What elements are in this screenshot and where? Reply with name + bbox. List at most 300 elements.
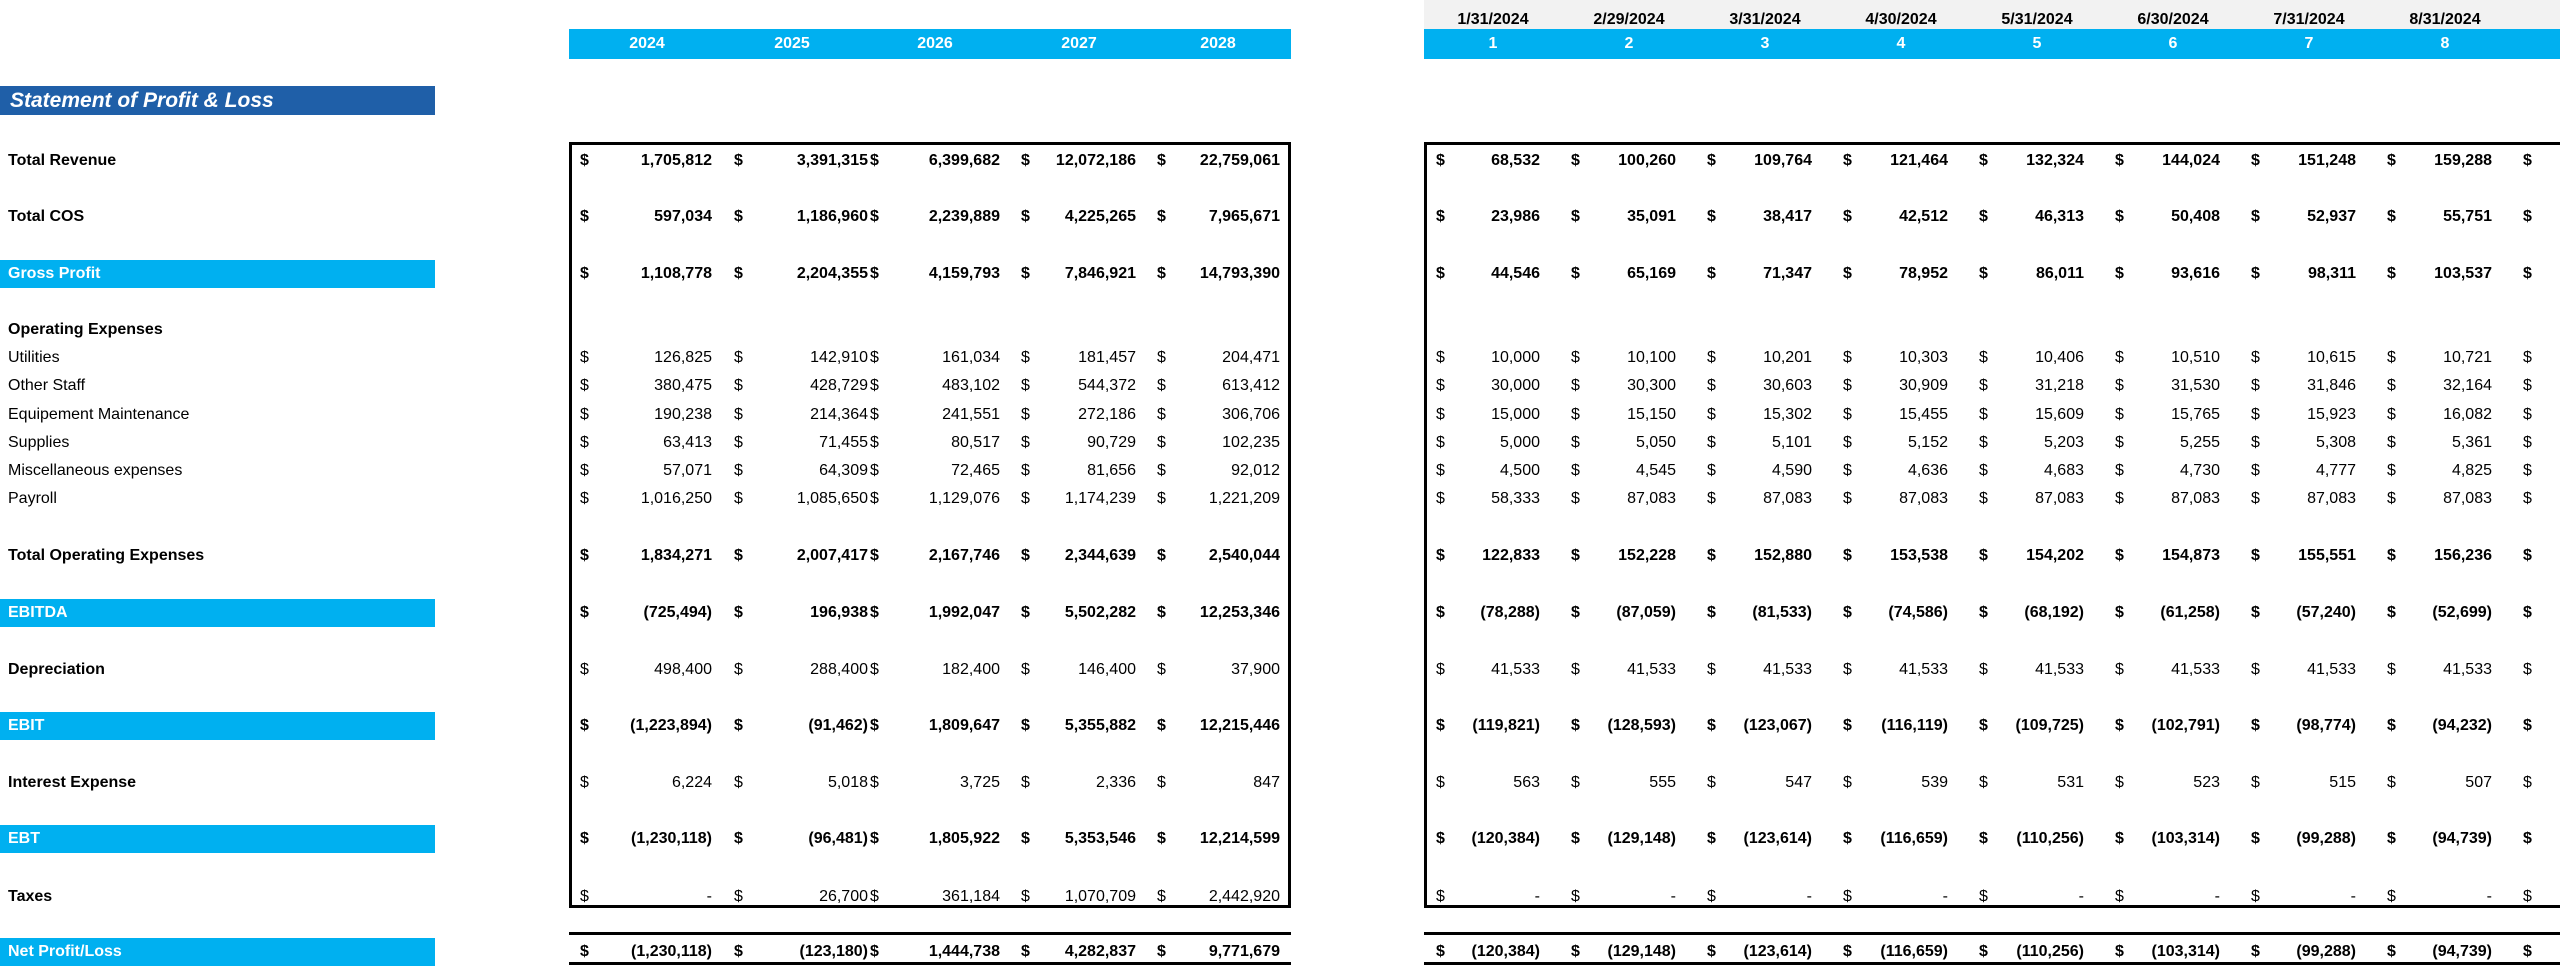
monthly-value-cell: 41,533 [1627,661,1676,678]
currency-symbol: $ [870,152,879,169]
currency-symbol: $ [2251,208,2260,225]
currency-symbol: $ [2115,604,2124,621]
currency-symbol: $ [1436,349,1445,366]
currency-symbol: $ [1843,547,1852,564]
currency-symbol: $ [2251,349,2260,366]
monthly-value-cell: (94,739) [2432,830,2492,847]
annual-value-cell: 12,214,599 [1199,830,1280,847]
monthly-value-cell: 55,751 [2443,208,2492,225]
currency-symbol: $ [1843,377,1852,394]
currency-symbol: $ [1979,943,1988,960]
monthly-value-cell: (123,614) [1743,830,1812,847]
monthly-value-cell: 32,164 [2443,377,2492,394]
row-label: Interest Expense [8,774,137,791]
currency-symbol: $ [1157,888,1166,905]
monthly-value-cell: 153,538 [1890,547,1948,564]
total-rule [569,962,1291,965]
monthly-value-cell: 87,083 [1627,490,1676,507]
monthly-value-cell: 15,455 [1899,406,1948,423]
currency-symbol: $ [1571,774,1580,791]
currency-symbol: $ [2523,265,2532,282]
monthly-value-cell: (128,593) [1607,717,1676,734]
annual-value-cell: 2,540,044 [1208,547,1280,564]
annual-value-cell: 80,517 [951,434,1000,451]
monthly-value-cell: (103,314) [2151,830,2220,847]
currency-symbol: $ [1021,717,1030,734]
monthly-value-cell: (57,240) [2296,604,2356,621]
currency-symbol: $ [2523,943,2532,960]
annual-value-cell: 306,706 [1222,406,1280,423]
row-label: Payroll [8,490,57,507]
annual-value-cell: 428,729 [810,377,868,394]
currency-symbol: $ [2251,547,2260,564]
annual-value-cell: 847 [1253,774,1280,791]
currency-symbol: $ [2523,774,2532,791]
annual-value-cell: 1,108,778 [640,265,712,282]
currency-symbol: $ [1436,265,1445,282]
annual-value-cell: 7,965,671 [1208,208,1280,225]
monthly-value-cell: 41,533 [1491,661,1540,678]
monthly-value-cell: 87,083 [2171,490,2220,507]
currency-symbol: $ [870,462,879,479]
currency-symbol: $ [1979,774,1988,791]
currency-symbol: $ [2387,661,2396,678]
currency-symbol: $ [1707,888,1716,905]
monthly-value-cell: 31,530 [2171,377,2220,394]
monthly-row [0,769,2560,797]
row-label: Depreciation [8,661,105,678]
monthly-value-cell: 523 [2193,774,2220,791]
currency-symbol: $ [2251,462,2260,479]
currency-symbol: $ [580,265,589,282]
monthly-value-cell: - [1806,888,1812,905]
currency-symbol: $ [1021,152,1030,169]
currency-symbol: $ [2115,406,2124,423]
currency-symbol: $ [1707,152,1716,169]
currency-symbol: $ [1436,377,1445,394]
currency-symbol: $ [2115,434,2124,451]
currency-symbol: $ [1707,774,1716,791]
currency-symbol: $ [2387,547,2396,564]
monthly-value-cell: 31,846 [2307,377,2356,394]
currency-symbol: $ [2523,888,2532,905]
monthly-value-cell: 5,101 [1771,434,1812,451]
monthly-value-cell: 31,218 [2035,377,2084,394]
monthly-value-cell: 563 [1513,774,1540,791]
currency-symbol: $ [2251,406,2260,423]
currency-symbol: $ [734,265,743,282]
row-label: Equipement Maintenance [8,406,190,423]
currency-symbol: $ [1157,490,1166,507]
annual-value-cell: 4,159,793 [928,265,1000,282]
monthly-value-cell: 10,406 [2035,349,2084,366]
annual-value-cell: 7,846,921 [1064,265,1136,282]
currency-symbol: $ [2251,661,2260,678]
monthly-row [0,712,2560,740]
monthly-value-cell: 154,202 [2026,547,2084,564]
monthly-value-cell: 38,417 [1763,208,1812,225]
monthly-value-cell: 5,361 [2451,434,2492,451]
currency-symbol: $ [1021,406,1030,423]
monthly-value-cell: 68,532 [1491,152,1540,169]
currency-symbol: $ [734,604,743,621]
currency-symbol: $ [2115,462,2124,479]
monthly-value-cell: - [2214,888,2220,905]
monthly-row [0,656,2560,684]
currency-symbol: $ [1571,717,1580,734]
annual-value-cell: (1,230,118) [631,943,712,960]
monthly-value-cell: (94,739) [2432,943,2492,960]
currency-symbol: $ [870,208,879,225]
annual-value-cell: 2,336 [1095,774,1136,791]
annual-value-cell: 498,400 [654,661,712,678]
currency-symbol: $ [1979,830,1988,847]
currency-symbol: $ [1571,661,1580,678]
monthly-value-cell: 87,083 [1763,490,1812,507]
currency-symbol: $ [1021,490,1030,507]
monthly-value-cell: (52,699) [2432,604,2492,621]
monthly-value-cell: 44,546 [1491,265,1540,282]
currency-symbol: $ [2387,406,2396,423]
annual-value-cell: 26,700 [819,888,868,905]
currency-symbol: $ [1436,208,1445,225]
annual-value-cell: 204,471 [1222,349,1280,366]
currency-symbol: $ [2251,717,2260,734]
monthly-value-cell: (103,314) [2151,943,2220,960]
currency-symbol: $ [1707,604,1716,621]
currency-symbol: $ [2387,490,2396,507]
currency-symbol: $ [1571,434,1580,451]
monthly-value-cell: 555 [1649,774,1676,791]
currency-symbol: $ [1843,406,1852,423]
currency-symbol: $ [1157,434,1166,451]
currency-symbol: $ [1021,377,1030,394]
monthly-value-cell: 41,533 [1899,661,1948,678]
month-number-cell: 1 [1488,35,1498,52]
annual-value-cell: 5,502,282 [1064,604,1136,621]
total-rule [1424,932,2560,935]
monthly-value-cell: 507 [2465,774,2492,791]
annual-value-cell: 2,007,417 [796,547,868,564]
monthly-value-cell: 154,873 [2162,547,2220,564]
currency-symbol: $ [1021,462,1030,479]
annual-value-cell: 92,012 [1231,462,1280,479]
currency-symbol: $ [1707,547,1716,564]
monthly-value-cell: (102,791) [2151,717,2220,734]
annual-value-cell: 1,221,209 [1208,490,1280,507]
currency-symbol: $ [734,349,743,366]
annual-value-cell: 483,102 [942,377,1000,394]
monthly-value-cell: 10,303 [1899,349,1948,366]
month-date-cell: 2/29/2024 [1593,11,1665,28]
currency-symbol: $ [1571,377,1580,394]
currency-symbol: $ [1436,152,1445,169]
currency-symbol: $ [870,406,879,423]
currency-symbol: $ [1843,717,1852,734]
currency-symbol: $ [1707,490,1716,507]
currency-symbol: $ [1979,377,1988,394]
month-number-cell: 6 [2168,35,2178,52]
annual-value-cell: 5,355,882 [1064,717,1136,734]
currency-symbol: $ [1979,604,1988,621]
annual-value-cell: 2,204,355 [796,265,868,282]
monthly-value-cell: 5,050 [1635,434,1676,451]
monthly-value-cell: 41,533 [2035,661,2084,678]
currency-symbol: $ [1843,152,1852,169]
currency-symbol: $ [1707,717,1716,734]
annual-value-cell: 214,364 [810,406,868,423]
monthly-value-cell: (110,256) [2016,943,2084,960]
currency-symbol: $ [734,661,743,678]
currency-symbol: $ [1157,717,1166,734]
monthly-value-cell: (74,586) [1888,604,1948,621]
currency-symbol: $ [1571,604,1580,621]
currency-symbol: $ [2387,462,2396,479]
monthly-value-cell: 41,533 [2307,661,2356,678]
monthly-value-cell: 30,300 [1627,377,1676,394]
currency-symbol: $ [1157,943,1166,960]
currency-symbol: $ [1157,604,1166,621]
currency-symbol: $ [1707,943,1716,960]
currency-symbol: $ [1157,152,1166,169]
year-header-cell: 2024 [629,35,665,52]
annual-value-cell: 182,400 [942,661,1000,678]
monthly-value-cell: 132,324 [2026,152,2084,169]
row-label: Total Revenue [8,152,117,169]
year-header-bar [569,29,1291,59]
annual-value-cell: 1,992,047 [928,604,1000,621]
currency-symbol: $ [2251,830,2260,847]
currency-symbol: $ [734,490,743,507]
monthly-value-cell: 10,615 [2307,349,2356,366]
currency-symbol: $ [1157,349,1166,366]
currency-symbol: $ [1571,462,1580,479]
monthly-row [0,825,2560,853]
currency-symbol: $ [870,547,879,564]
currency-symbol: $ [2251,490,2260,507]
currency-symbol: $ [2115,265,2124,282]
month-date-cell: 3/31/2024 [1729,11,1801,28]
currency-symbol: $ [2251,774,2260,791]
month-date-cell: 5/31/2024 [2001,11,2073,28]
total-rule [569,932,1291,935]
currency-symbol: $ [2523,377,2532,394]
row-label: Total Operating Expenses [8,547,205,564]
monthly-value-cell: 30,000 [1491,377,1540,394]
monthly-value-cell: 65,169 [1627,265,1676,282]
monthly-value-cell: 5,255 [2179,434,2220,451]
currency-symbol: $ [580,774,589,791]
currency-symbol: $ [1843,774,1852,791]
monthly-value-cell: 10,201 [1763,349,1812,366]
monthly-value-cell: 46,313 [2035,208,2084,225]
currency-symbol: $ [1571,830,1580,847]
currency-symbol: $ [1157,406,1166,423]
currency-symbol: $ [2523,830,2532,847]
currency-symbol: $ [734,943,743,960]
currency-symbol: $ [1979,406,1988,423]
monthly-value-cell: 159,288 [2434,152,2492,169]
annual-value-cell: (123,180) [799,943,868,960]
monthly-value-cell: (116,119) [1881,717,1948,734]
currency-symbol: $ [1571,406,1580,423]
currency-symbol: $ [1707,661,1716,678]
currency-symbol: $ [580,152,589,169]
monthly-value-cell: - [1670,888,1676,905]
monthly-value-cell: (87,059) [1616,604,1676,621]
currency-symbol: $ [2387,888,2396,905]
monthly-value-cell: (116,659) [1880,943,1948,960]
annual-value-cell: 12,253,346 [1199,604,1280,621]
monthly-value-cell: 15,923 [2307,406,2356,423]
currency-symbol: $ [1979,547,1988,564]
monthly-value-cell: (116,659) [1880,830,1948,847]
monthly-value-cell: 539 [1921,774,1948,791]
currency-symbol: $ [734,377,743,394]
currency-symbol: $ [2115,661,2124,678]
currency-symbol: $ [580,888,589,905]
monthly-value-cell: 547 [1785,774,1812,791]
currency-symbol: $ [1707,434,1716,451]
monthly-value-cell: - [2486,888,2492,905]
currency-symbol: $ [1843,888,1852,905]
monthly-value-cell: 30,603 [1763,377,1812,394]
currency-symbol: $ [580,208,589,225]
monthly-value-cell: 15,150 [1627,406,1676,423]
currency-symbol: $ [2523,547,2532,564]
month-date-cell: 4/30/2024 [1865,11,1937,28]
currency-symbol: $ [1021,547,1030,564]
monthly-value-cell: 4,730 [2179,462,2220,479]
currency-symbol: $ [580,406,589,423]
monthly-value-cell: (99,288) [2296,830,2356,847]
currency-symbol: $ [1436,547,1445,564]
currency-symbol: $ [734,434,743,451]
currency-symbol: $ [2523,661,2532,678]
annual-value-cell: 90,729 [1087,434,1136,451]
currency-symbol: $ [1021,943,1030,960]
currency-symbol: $ [580,490,589,507]
annual-value-cell: 6,224 [671,774,712,791]
currency-symbol: $ [2387,265,2396,282]
monthly-row [0,372,2560,400]
currency-symbol: $ [2523,490,2532,507]
monthly-value-cell: 109,764 [1754,152,1812,169]
currency-symbol: $ [734,462,743,479]
currency-symbol: $ [1843,462,1852,479]
monthly-value-cell: (81,533) [1752,604,1812,621]
currency-symbol: $ [734,547,743,564]
currency-symbol: $ [734,717,743,734]
annual-value-cell: 241,551 [942,406,1000,423]
row-label: Total COS [8,208,85,225]
currency-symbol: $ [1021,434,1030,451]
annual-value-cell: 272,186 [1078,406,1136,423]
currency-symbol: $ [580,830,589,847]
month-number-cell: 7 [2304,35,2314,52]
currency-symbol: $ [1979,490,1988,507]
currency-symbol: $ [2523,208,2532,225]
currency-symbol: $ [734,774,743,791]
currency-symbol: $ [1571,152,1580,169]
currency-symbol: $ [1979,152,1988,169]
monthly-value-cell: 98,311 [2307,265,2356,282]
annual-value-cell: (91,462) [808,717,868,734]
currency-symbol: $ [1157,377,1166,394]
currency-symbol: $ [1979,462,1988,479]
annual-value-cell: 3,391,315 [796,152,868,169]
currency-symbol: $ [2115,830,2124,847]
currency-symbol: $ [870,830,879,847]
currency-symbol: $ [870,377,879,394]
currency-symbol: $ [1707,265,1716,282]
year-header-cell: 2028 [1200,35,1236,52]
annual-value-cell: - [706,888,712,905]
monthly-value-cell: 4,545 [1635,462,1676,479]
currency-symbol: $ [2523,604,2532,621]
currency-symbol: $ [1707,462,1716,479]
currency-symbol: $ [580,547,589,564]
currency-symbol: $ [1979,265,1988,282]
currency-symbol: $ [1571,490,1580,507]
currency-symbol: $ [1571,888,1580,905]
currency-symbol: $ [2115,377,2124,394]
annual-value-cell: 190,238 [654,406,712,423]
row-label: Net Profit/Loss [0,938,435,966]
currency-symbol: $ [2523,434,2532,451]
currency-symbol: $ [870,661,879,678]
currency-symbol: $ [2523,406,2532,423]
monthly-value-cell: 10,721 [2443,349,2492,366]
annual-value-cell: (725,494) [643,604,712,621]
currency-symbol: $ [2115,774,2124,791]
currency-symbol: $ [1021,265,1030,282]
currency-symbol: $ [580,434,589,451]
currency-symbol: $ [870,604,879,621]
currency-symbol: $ [1979,349,1988,366]
currency-symbol: $ [2387,208,2396,225]
annual-value-cell: 22,759,061 [1199,152,1280,169]
row-label: Gross Profit [0,260,435,288]
monthly-value-cell: (78,288) [1480,604,1540,621]
monthly-value-cell: 41,533 [1763,661,1812,678]
currency-symbol: $ [580,717,589,734]
month-date-header [1424,0,2560,29]
currency-symbol: $ [2251,604,2260,621]
currency-symbol: $ [1843,943,1852,960]
monthly-value-cell: 87,083 [2307,490,2356,507]
monthly-value-cell: 10,510 [2171,349,2220,366]
monthly-row [0,147,2560,175]
currency-symbol: $ [2387,349,2396,366]
currency-symbol: $ [2251,152,2260,169]
monthly-row [0,203,2560,231]
currency-symbol: $ [1021,661,1030,678]
monthly-value-cell: 4,777 [2315,462,2356,479]
currency-symbol: $ [734,406,743,423]
currency-symbol: $ [1436,774,1445,791]
monthly-value-cell: 5,308 [2315,434,2356,451]
currency-symbol: $ [1707,406,1716,423]
annual-value-cell: 126,825 [654,349,712,366]
annual-value-cell: (96,481) [808,830,868,847]
monthly-value-cell: 152,228 [1618,547,1676,564]
annual-value-cell: 380,475 [654,377,712,394]
annual-value-cell: 196,938 [810,604,868,621]
month-number-header [1424,29,2560,59]
currency-symbol: $ [1843,661,1852,678]
row-label: Operating Expenses [8,321,163,338]
